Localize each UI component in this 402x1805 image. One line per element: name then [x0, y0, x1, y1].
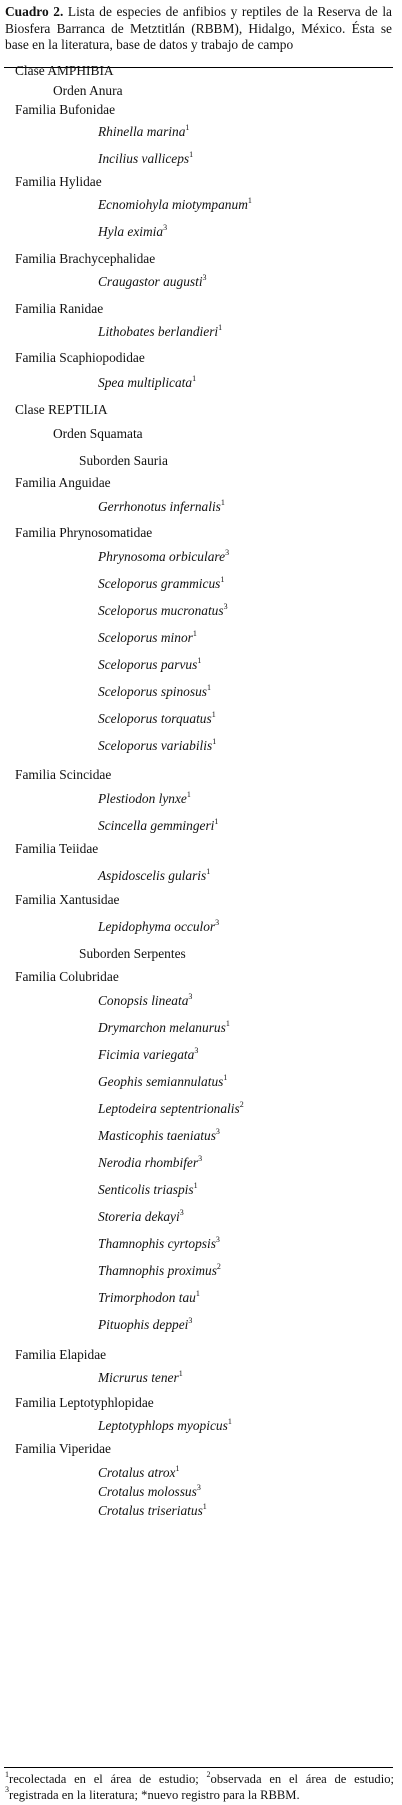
familia-heading: Familia Xantusidae [15, 892, 120, 907]
species-row [98, 197, 252, 213]
species-row [98, 1020, 230, 1036]
species-note: 3 [223, 601, 228, 611]
species-row [98, 657, 201, 673]
species-row [98, 818, 218, 834]
orden-heading: Orden Anura [53, 83, 123, 98]
species-row [98, 711, 216, 727]
species-note: 1 [178, 1368, 183, 1378]
familia-heading: Familia Phrynosomatidae [15, 525, 153, 540]
species-note: 1 [227, 1416, 232, 1426]
species-name: Geophis semiannulatus [98, 1074, 224, 1089]
species-row [98, 1236, 220, 1252]
species-row [98, 993, 192, 1009]
species-row [98, 1182, 198, 1198]
species-row [98, 791, 191, 807]
footnote-mark-2: 2 [206, 1769, 211, 1779]
species-name: Sceloporus parvus [98, 657, 198, 672]
species-note: 3 [188, 991, 193, 1001]
species-note: 2 [239, 1099, 244, 1109]
species-note: 1 [175, 1463, 180, 1473]
familia-heading: Familia Anguidae [15, 475, 111, 490]
species-note: 1 [225, 1018, 230, 1028]
species-name: Scincella gemmingeri [98, 818, 215, 833]
species-note: 1 [211, 709, 216, 719]
species-name: Trimorphodon tau [98, 1290, 196, 1305]
species-row [98, 868, 210, 884]
species-name: Aspidoscelis gularis [98, 868, 207, 883]
species-name: Sceloporus spinosus [98, 684, 207, 699]
species-name: Hyla eximia [98, 224, 164, 239]
species-row [98, 324, 222, 340]
species-note: 3 [163, 222, 168, 232]
species-name: Leptodeira septentrionalis [98, 1101, 240, 1116]
species-name: Pituophis deppei [98, 1317, 189, 1332]
species-row [98, 274, 207, 290]
species-note: 3 [202, 272, 207, 282]
species-name: Rhinella marina [98, 124, 186, 139]
species-name: Thamnophis cyrtopsis [98, 1236, 216, 1251]
species-name: Crotalus triseriatus [98, 1503, 203, 1518]
table-caption [5, 4, 392, 54]
species-note: 2 [216, 1261, 221, 1271]
species-name: Craugastor augusti [98, 274, 203, 289]
species-name: Leptotyphlops myopicus [98, 1418, 228, 1433]
species-row [98, 1209, 184, 1225]
species-name: Drymarchon melanurus [98, 1020, 226, 1035]
species-note: 1 [212, 736, 217, 746]
species-row [98, 1128, 220, 1144]
species-name: Gerrhonotus infernalis [98, 499, 221, 514]
familia-heading: Familia Elapidae [15, 1347, 107, 1362]
species-name: Lithobates berlandieri [98, 324, 219, 339]
species-name: Micrurus tener [98, 1370, 179, 1385]
species-row [98, 549, 229, 565]
species-row [98, 1290, 200, 1306]
species-note: 3 [215, 917, 220, 927]
familia-heading: Familia Viperidae [15, 1441, 112, 1456]
caption-label: Cuadro 2. [5, 4, 64, 19]
familia-heading: Familia Scincidae [15, 767, 112, 782]
footnote-mark-3: 3 [5, 1785, 9, 1795]
species-row [98, 1101, 244, 1117]
species-row [98, 1074, 227, 1090]
species-name: Conopsis lineata [98, 993, 189, 1008]
species-note: 1 [197, 655, 202, 665]
species-note: 1 [247, 195, 252, 205]
species-row [98, 1418, 232, 1434]
species-note: 1 [195, 1288, 200, 1298]
bottom-rule [4, 1767, 393, 1768]
species-name: Sceloporus grammicus [98, 576, 221, 591]
species-row [98, 1263, 221, 1279]
familia-heading: Familia Bufonidae [15, 102, 116, 117]
footnote [5, 1769, 395, 1803]
species-row [98, 1155, 202, 1171]
species-note: 3 [198, 1153, 203, 1163]
species-row [98, 684, 211, 700]
footnote-text-1: recolectada en el área de estudio; [9, 1772, 207, 1786]
footnote-text-4: *nuevo registro para la RBBM. [141, 1787, 300, 1802]
species-name: Nerodia rhombifer [98, 1155, 199, 1170]
species-row [98, 576, 224, 592]
familia-heading: Familia Ranidae [15, 301, 104, 316]
species-name: Senticolis triaspis [98, 1182, 194, 1197]
species-note: 3 [196, 1482, 201, 1492]
species-row [98, 1317, 192, 1333]
species-note: 3 [179, 1207, 184, 1217]
species-note: 1 [186, 789, 191, 799]
species-row [98, 151, 193, 167]
species-note: 1 [192, 628, 197, 638]
familia-heading: Familia Hylidae [15, 174, 102, 189]
suborden-heading: Suborden Sauria [79, 453, 168, 468]
species-row [98, 1465, 180, 1481]
species-row [98, 919, 219, 935]
species-note: 1 [218, 322, 223, 332]
species-row [98, 1503, 207, 1519]
species-note: 1 [193, 1180, 198, 1190]
species-note: 1 [189, 149, 194, 159]
species-name: Lepidophyma occulor [98, 919, 216, 934]
species-row [98, 603, 228, 619]
familia-heading: Familia Leptotyphlopidae [15, 1395, 154, 1410]
footnote-mark-1: 1 [5, 1769, 9, 1779]
species-note: 1 [220, 574, 225, 584]
orden-heading: Orden Squamata [53, 426, 143, 441]
species-note: 1 [202, 1501, 207, 1511]
clase-heading: Clase REPTILIA [15, 402, 108, 417]
species-name: Crotalus atrox [98, 1465, 176, 1480]
species-note: 1 [206, 866, 211, 876]
species-name: Sceloporus variabilis [98, 738, 213, 753]
species-row [98, 375, 196, 391]
species-row [98, 224, 167, 240]
species-name: Storeria dekayi [98, 1209, 180, 1224]
species-row [98, 1370, 183, 1386]
species-note: 1 [214, 816, 219, 826]
species-name: Spea multiplicata [98, 375, 193, 390]
footnote-text-2: observada en el área de estudio; [210, 1772, 395, 1786]
clase-heading: Clase AMPHIBIA [15, 63, 114, 78]
species-name: Incilius valliceps [98, 151, 190, 166]
familia-heading: Familia Teiidae [15, 841, 99, 856]
species-name: Crotalus molossus [98, 1484, 197, 1499]
species-name: Ecnomiohyla miotympanum [98, 197, 248, 212]
familia-heading: Familia Colubridae [15, 969, 119, 984]
species-note: 1 [207, 682, 211, 692]
species-note: 1 [223, 1072, 228, 1082]
species-note: 1 [185, 122, 190, 132]
familia-heading: Familia Scaphiopodidae [15, 350, 145, 365]
species-name: Masticophis taeniatus [98, 1128, 216, 1143]
species-name: Sceloporus minor [98, 630, 193, 645]
species-row [98, 499, 225, 515]
species-row [98, 1047, 198, 1063]
species-name: Sceloporus mucronatus [98, 603, 224, 618]
species-name: Sceloporus torquatus [98, 711, 212, 726]
species-note: 1 [192, 373, 197, 383]
species-row [98, 630, 197, 646]
footnote-text-3: registrada en la literatura; [9, 1787, 142, 1802]
species-name: Ficimia variegata [98, 1047, 195, 1062]
species-name: Plestiodon lynxe [98, 791, 187, 806]
species-note: 3 [188, 1315, 193, 1325]
suborden-heading: Suborden Serpentes [79, 946, 186, 961]
species-note: 3 [225, 547, 230, 557]
species-row [98, 738, 216, 754]
species-name: Thamnophis proximus [98, 1263, 217, 1278]
species-note: 3 [215, 1126, 220, 1136]
species-note: 1 [220, 497, 225, 507]
familia-heading: Familia Brachycephalidae [15, 251, 156, 266]
species-name: Phrynosoma orbiculare [98, 549, 226, 564]
species-row [98, 124, 189, 140]
species-row [98, 1484, 201, 1500]
caption-text: Lista de especies de anfibios y reptiles de la Reserva de la Biosfera Barranca de Metztitlán (RBBM), Hidalgo, México. Ésta se base en la literatura, base de datos y trabajo de campo [5, 4, 392, 52]
species-note: 3 [215, 1234, 220, 1244]
species-note: 3 [194, 1045, 199, 1055]
